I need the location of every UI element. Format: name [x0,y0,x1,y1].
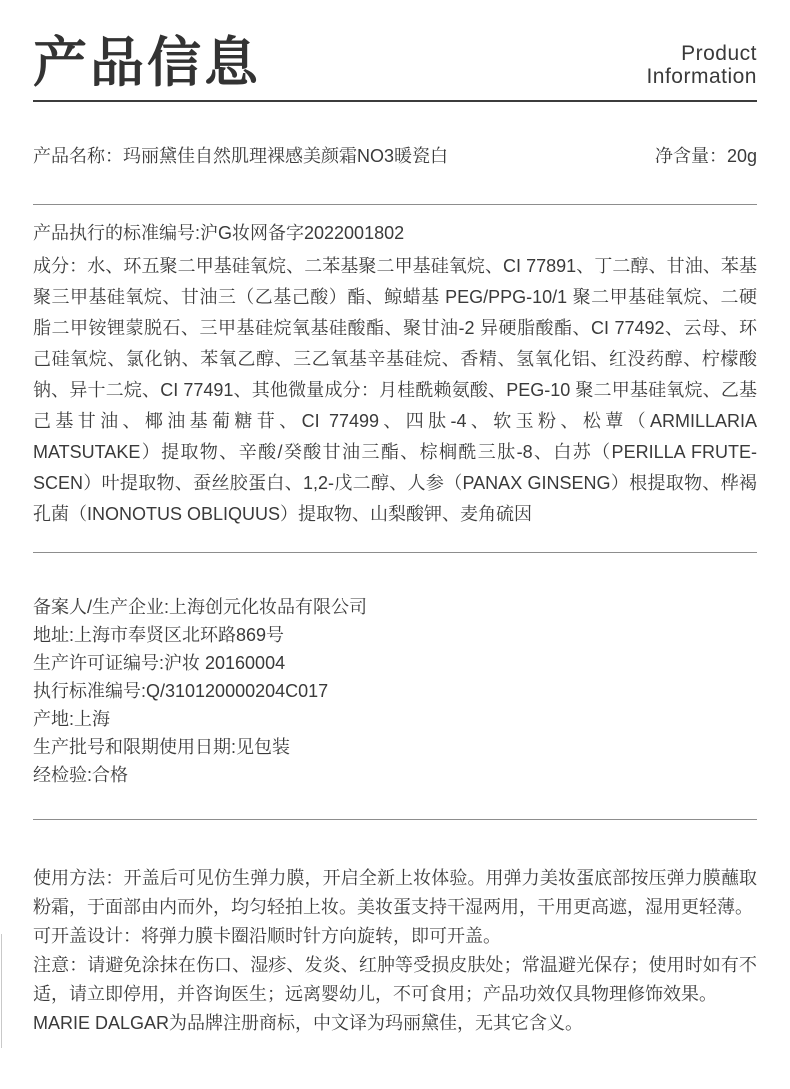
page-title-english-line2: Information [646,64,757,88]
product-information-page [0,33,790,1038]
divider-top [33,204,757,205]
page-title-english [646,42,757,90]
net-content-label: 净含量： [654,146,727,166]
manufacturer-line-origin: 产地:上海 [33,709,111,729]
manufacturer-info-block [33,593,757,789]
usage-instructions-block [33,864,757,1038]
openable-design-paragraph: 可开盖设计：将弹力膜卡圈沿顺时针方向旋转，即可开盖。 [33,926,501,946]
standard-number-line: 产品执行的标准编号:沪G妆网备字2022001802 [33,223,405,243]
ingredients-paragraph: 成分：水、环五聚二甲基硅氧烷、二苯基聚二甲基硅氧烷、CI 77891、丁二醇、甘油、苯基聚三甲基硅氧烷、甘油三（乙基己酸）酯、鲸蜡基 PEG/PPG-10/1 聚二甲基硅氧烷、二硬脂二甲铵锂蒙脱石、三甲基硅烷氧基硅酸酯、聚甘油-2 异硬脂酸酯、CI 77492、云母、环己硅氧烷、氯化钠、苯氧乙醇、三乙氧基辛基硅烷、香精、氢氧化铝、红没药醇、柠檬酸钠、异十二烷、CI 77491、其他微量成分：月桂酰赖氨酸、PEG-10 聚二甲基硅氧烷、乙基己基甘油、椰油基葡糖苷、CI 77499、四肽-4、软玉粉、松蕈（ARMILLARIA MATSUTAKE）提取物、辛酸/癸酸甘油三酯、棕榈酰三肽-8、白苏（PERILLA FRUTE-SCEN）叶提取物、蚕丝胶蛋白、1,2-戊二醇、人参（PANAX GINSENG）根提取物、桦褐孔菌（INONOTUS OBLIQUUS）提取物、山梨酸钾、麦角硫因 [33,256,757,524]
product-name-row [33,144,757,168]
caution-paragraph: 注意：请避免涂抹在伤口、湿疹、发炎、红肿等受损皮肤处；常温避光保存；使用时如有不适，请立即停用，并咨询医生；远离婴幼儿，不可食用；产品功效仅具物理修饰效果。 [33,955,757,1004]
page-header [33,33,757,102]
page-title-chinese: 产品信息 [33,33,261,93]
manufacturer-line-batch-expiry: 生产批号和限期使用日期:见包装 [33,737,290,757]
divider-bottom [33,819,757,820]
page-title-english-line1: Product [681,41,757,65]
trademark-paragraph: MARIE DALGAR为品牌注册商标，中文译为玛丽黛佳，无其它含义。 [33,1013,584,1033]
product-name-value: 玛丽黛佳自然肌理裸感美颜霜NO3暖瓷白 [123,146,449,166]
product-name-label: 产品名称： [33,146,123,166]
net-content [655,144,757,168]
product-name [33,144,448,168]
manufacturer-line-standard-no: 执行标准编号:Q/310120000204C017 [33,681,329,701]
manufacturer-line-license-no: 生产许可证编号:沪妆 20160004 [33,653,286,673]
manufacturer-line-inspection: 经检验:合格 [33,765,129,785]
net-content-value: 20g [726,146,757,166]
left-edge-artifact-line [1,934,2,1048]
manufacturer-line-registrant: 备案人/生产企业:上海创元化妆品有限公司 [33,597,368,617]
usage-method-paragraph: 使用方法：开盖后可见仿生弹力膜，开启全新上妆体验。用弹力美妆蛋底部按压弹力膜蘸取粉霜，于面部由内而外，均匀轻拍上妆。美妆蛋支持干湿两用，干用更高遮，湿用更轻薄。 [33,868,757,917]
manufacturer-line-address: 地址:上海市奉贤区北环路869号 [33,625,285,645]
divider-middle [33,552,757,553]
